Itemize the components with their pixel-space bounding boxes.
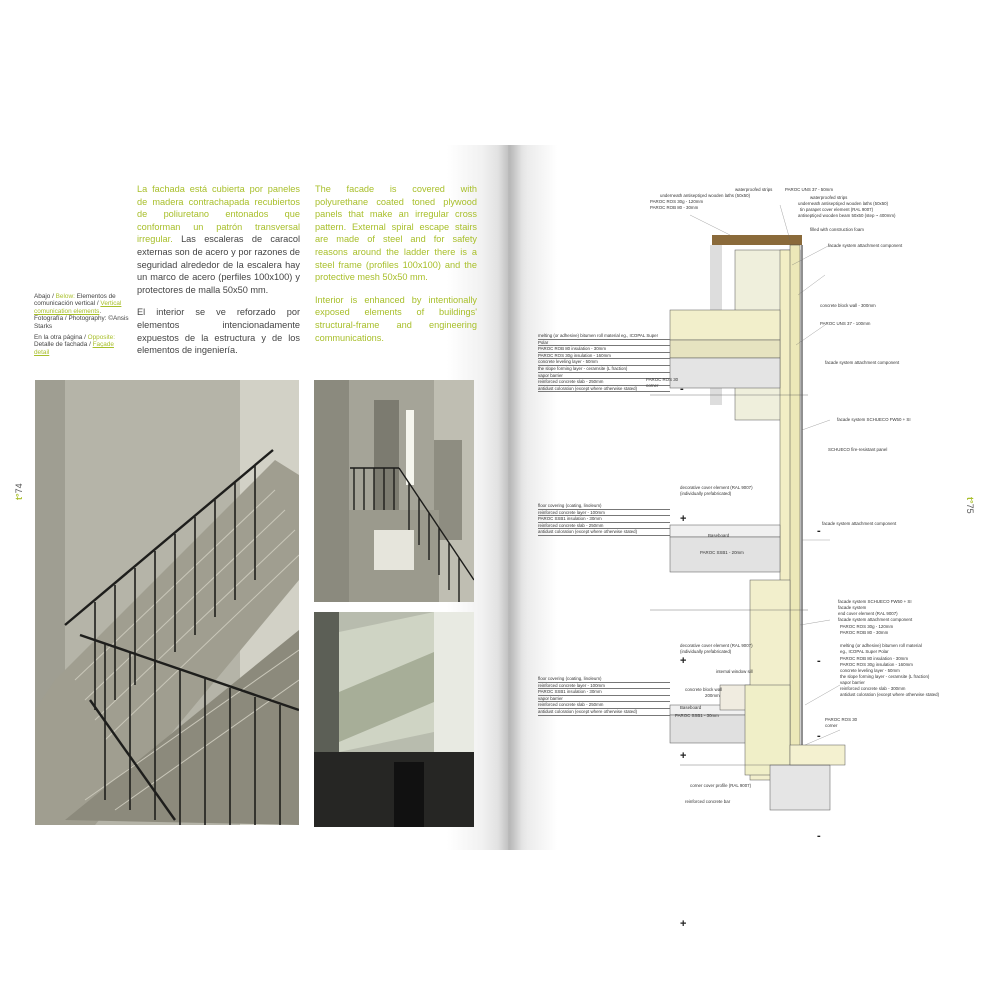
page-number-value: 74 [14, 483, 24, 494]
drawing-label: tin parapet cover element (RAL 9007) [800, 207, 874, 212]
drawing-label: facade system attachment component [828, 243, 903, 248]
caption-text: . Fotografía / Photography: ©Ansis Starks [34, 307, 129, 330]
drawing-label: melting (or adhesive) bitumen roll material [840, 643, 922, 648]
sign-marker: - [817, 730, 821, 742]
sign-marker: + [680, 750, 687, 762]
drawing-label: PAROC ROB 80 - 30mm [840, 630, 889, 635]
drawing-label: underneath antiseptiçed wooden laths (50x50) [798, 201, 889, 206]
drawing-label: PAROC ROB 80 - 30mm [650, 205, 699, 210]
drawing-label: 200mm [705, 693, 720, 698]
drawing-label: antidust coloration (except where otherwise stated) [840, 692, 940, 697]
drawing-label: corner [825, 723, 838, 728]
english-paragraph-2 [315, 294, 477, 344]
staircase-illustration [35, 380, 299, 825]
drawing-label: reinforced concrete bar [685, 799, 731, 804]
sign-marker: - [817, 525, 821, 537]
drawing-label: the slope forming layer - ceramsite (L fraction) [840, 674, 930, 679]
spanish-paragraph-1 [137, 183, 300, 296]
drawing-label: concrete block wall - 300mm [820, 303, 876, 308]
layer-row: PAROC ROS 30g insulation - 160mm [538, 353, 670, 360]
page-number-left [14, 483, 24, 500]
drawing-label: concrete leveling layer - 50mm [840, 668, 900, 673]
caption-text: Abajo / [34, 293, 56, 300]
caption-line-2 [34, 334, 129, 356]
drawing-label: PAROC ROS 30 [825, 717, 858, 722]
drawing-label: corner cover profile (RAL 9007) [690, 783, 752, 788]
drawing-label: PAROC ROB 80 insulation - 30mm [840, 656, 908, 661]
spanish-paragraph-2 [137, 306, 300, 356]
layer-row: reinforced concrete layer - 100mm [538, 683, 670, 690]
caption-text: Vertical comunication elements [34, 300, 122, 315]
drawing-label: facade system attachment component [822, 521, 897, 526]
layer-row: concrete leveling layer - 50mm [538, 359, 670, 366]
stairwell-illustration [314, 380, 474, 602]
drawing-label: corner [646, 383, 659, 388]
spanish-text-column [137, 183, 300, 367]
page-number-value: 75 [965, 503, 975, 514]
drawing-label: facade system attachment component [838, 617, 913, 622]
layer-row: reinforced concrete slab - 250mm [538, 379, 670, 386]
sign-marker: - [817, 830, 821, 842]
drawing-label: decorative cover element (RAL 9007) [680, 643, 753, 648]
caption-text: Detalle de fachada / [34, 341, 93, 349]
caption-text: Elementos de comunicación vertical / [34, 293, 116, 308]
drawing-label: PAROC UNS 37 - 50mm [785, 187, 833, 192]
drawing-label: underneath antiseptiçed wooden laths (50x50) [660, 193, 751, 198]
drawing-label: (individually prefabricated) [680, 491, 732, 496]
drawing-label: facade system SCHUECO FW50 + SI [838, 599, 912, 604]
photo-stairwell-top [314, 380, 474, 602]
drawing-label: concrete block wall [685, 687, 723, 692]
english-paragraph-1 [315, 183, 477, 284]
drawing-label: PAROC ROS 30g insulation - 160mm [840, 662, 913, 667]
drawing-label: antiseptiçed wooden beam 50x50 (step ~ 400mm) [798, 213, 896, 218]
layer-row: reinforced concrete slab - 250mm [538, 702, 670, 709]
layer-row: Polar [538, 340, 670, 347]
floor-layer-table-2 [538, 676, 670, 716]
body-text: Las escaleras de caracol externas son de acero y por razones de seguridad alrededor de la escalera hay un marco de acero (perfiles 100x100) y protectores de malla 50x50 mm. [137, 234, 300, 295]
caption-text: Below: [55, 293, 75, 300]
photo-stairwell-bottom [314, 612, 474, 827]
layer-row: the slope forming layer - ceramsite (L fraction) [538, 366, 670, 373]
drawing-label: PAROC SSB1 - 20mm [700, 550, 744, 555]
drawing-label: facade system attachment component [825, 360, 900, 365]
sign-marker: - [817, 655, 821, 667]
drawing-label: SCHUECO fire-resistant panel [828, 447, 888, 452]
layer-row: antidust coloration (except where otherwise stated) [538, 709, 670, 716]
layer-row: vapor barrier [538, 696, 670, 703]
layer-row: vapor barrier [538, 373, 670, 380]
sign-marker: - [680, 383, 684, 395]
english-text-column [315, 183, 477, 354]
drawing-label: facade system [838, 605, 867, 610]
stairwell-illustration [314, 612, 474, 827]
facade-section-drawing [530, 185, 970, 930]
magazine-spread [0, 145, 1000, 930]
drawing-label: decorative cover element (RAL 9007) [680, 485, 753, 490]
layer-row: reinforced concrete slab - 250mm [538, 523, 670, 530]
caption-text: Opposite: [87, 334, 116, 342]
photo-caption [34, 293, 129, 360]
drawing-label: reinforced concrete slab - 300mm [840, 686, 906, 691]
drawing-label: waterproofed strips [810, 195, 848, 200]
layer-row: floor covering (coating, linoleum) [538, 503, 670, 510]
drawing-label: PAROC SSB1 - 30mm [675, 713, 719, 718]
drawing-label: PAROC ROS 30g - 120mm [650, 199, 704, 204]
layer-row: melting (or adhesive) bitumen roll material eg., ICOPAL Super [538, 333, 670, 340]
drawing-label: Baseboard [680, 705, 702, 710]
layer-row: PAROC ROB 80 insulation - 30mm [538, 346, 670, 353]
sign-marker: + [680, 513, 687, 525]
layer-row: floor covering (coating, linoleum) [538, 676, 670, 683]
drawing-label: internal window sill [716, 669, 753, 674]
sign-marker: + [680, 655, 687, 667]
drawing-label: end cover element (RAL 9007) [838, 611, 898, 616]
drawing-label: PAROC UNS 37 - 100mm [820, 321, 871, 326]
photo-staircase-main [35, 380, 299, 825]
highlighted-text: Interior is enhanced by intentionally exposed elements of buildings' structural-frame and engineering communications. [315, 294, 477, 343]
gutter-shadow [498, 145, 522, 850]
drawing-label: PAROC ROS 30 [646, 377, 679, 382]
layer-row: reinforced concrete layer - 100mm [538, 510, 670, 517]
layer-row: PAROC SSB1 insulation - 30mm [538, 516, 670, 523]
body-text: El interior se ve reforzado por elementos intencionadamente expuestos de la estructura y de los elementos de ingeniería. [137, 307, 300, 356]
layer-row: antidust coloration (except where otherwise stated) [538, 386, 670, 393]
floor-layer-table-1 [538, 503, 670, 536]
page-number-prefix: t° [965, 497, 975, 504]
highlighted-text: La fachada está cubierta por paneles de madera contrachapada recubiertos de poliuretano entonados que conforman un patrón transversal irregular. [137, 184, 300, 245]
drawing-label: eg., ICOPAL Super Polar [840, 649, 889, 654]
drawing-label: facade system SCHUECO FW50 + SI [837, 417, 911, 422]
caption-text: En la otra página / [34, 334, 88, 342]
drawing-label: waterproofed strips [735, 187, 773, 192]
drawing-label: Baseboard [708, 533, 730, 538]
drawing-label: (individually prefabricated) [680, 649, 732, 654]
layer-row: antidust coloration (except where otherwise stated) [538, 529, 670, 536]
drawing-label: vapor barrier [840, 680, 865, 685]
highlighted-text: The facade is covered with polyurethane coated toned plywood panels that make an irregular cross pattern. External spiral escape stairs are made of steel and for safety reasons around the ladder there is a steel frame (profiles 100x100) and the protective mesh 50x50 mm. [315, 184, 477, 283]
drawing-label: PAROC ROS 30g - 120mm [840, 624, 894, 629]
page-number-prefix: t° [14, 493, 24, 500]
caption-text: Façade detail [34, 341, 114, 356]
caption-line-1 [34, 293, 129, 330]
sign-marker: + [680, 918, 687, 930]
drawing-label: filled with construction foam [810, 227, 864, 232]
layer-row: PAROC SSB1 insulation - 30mm [538, 689, 670, 696]
